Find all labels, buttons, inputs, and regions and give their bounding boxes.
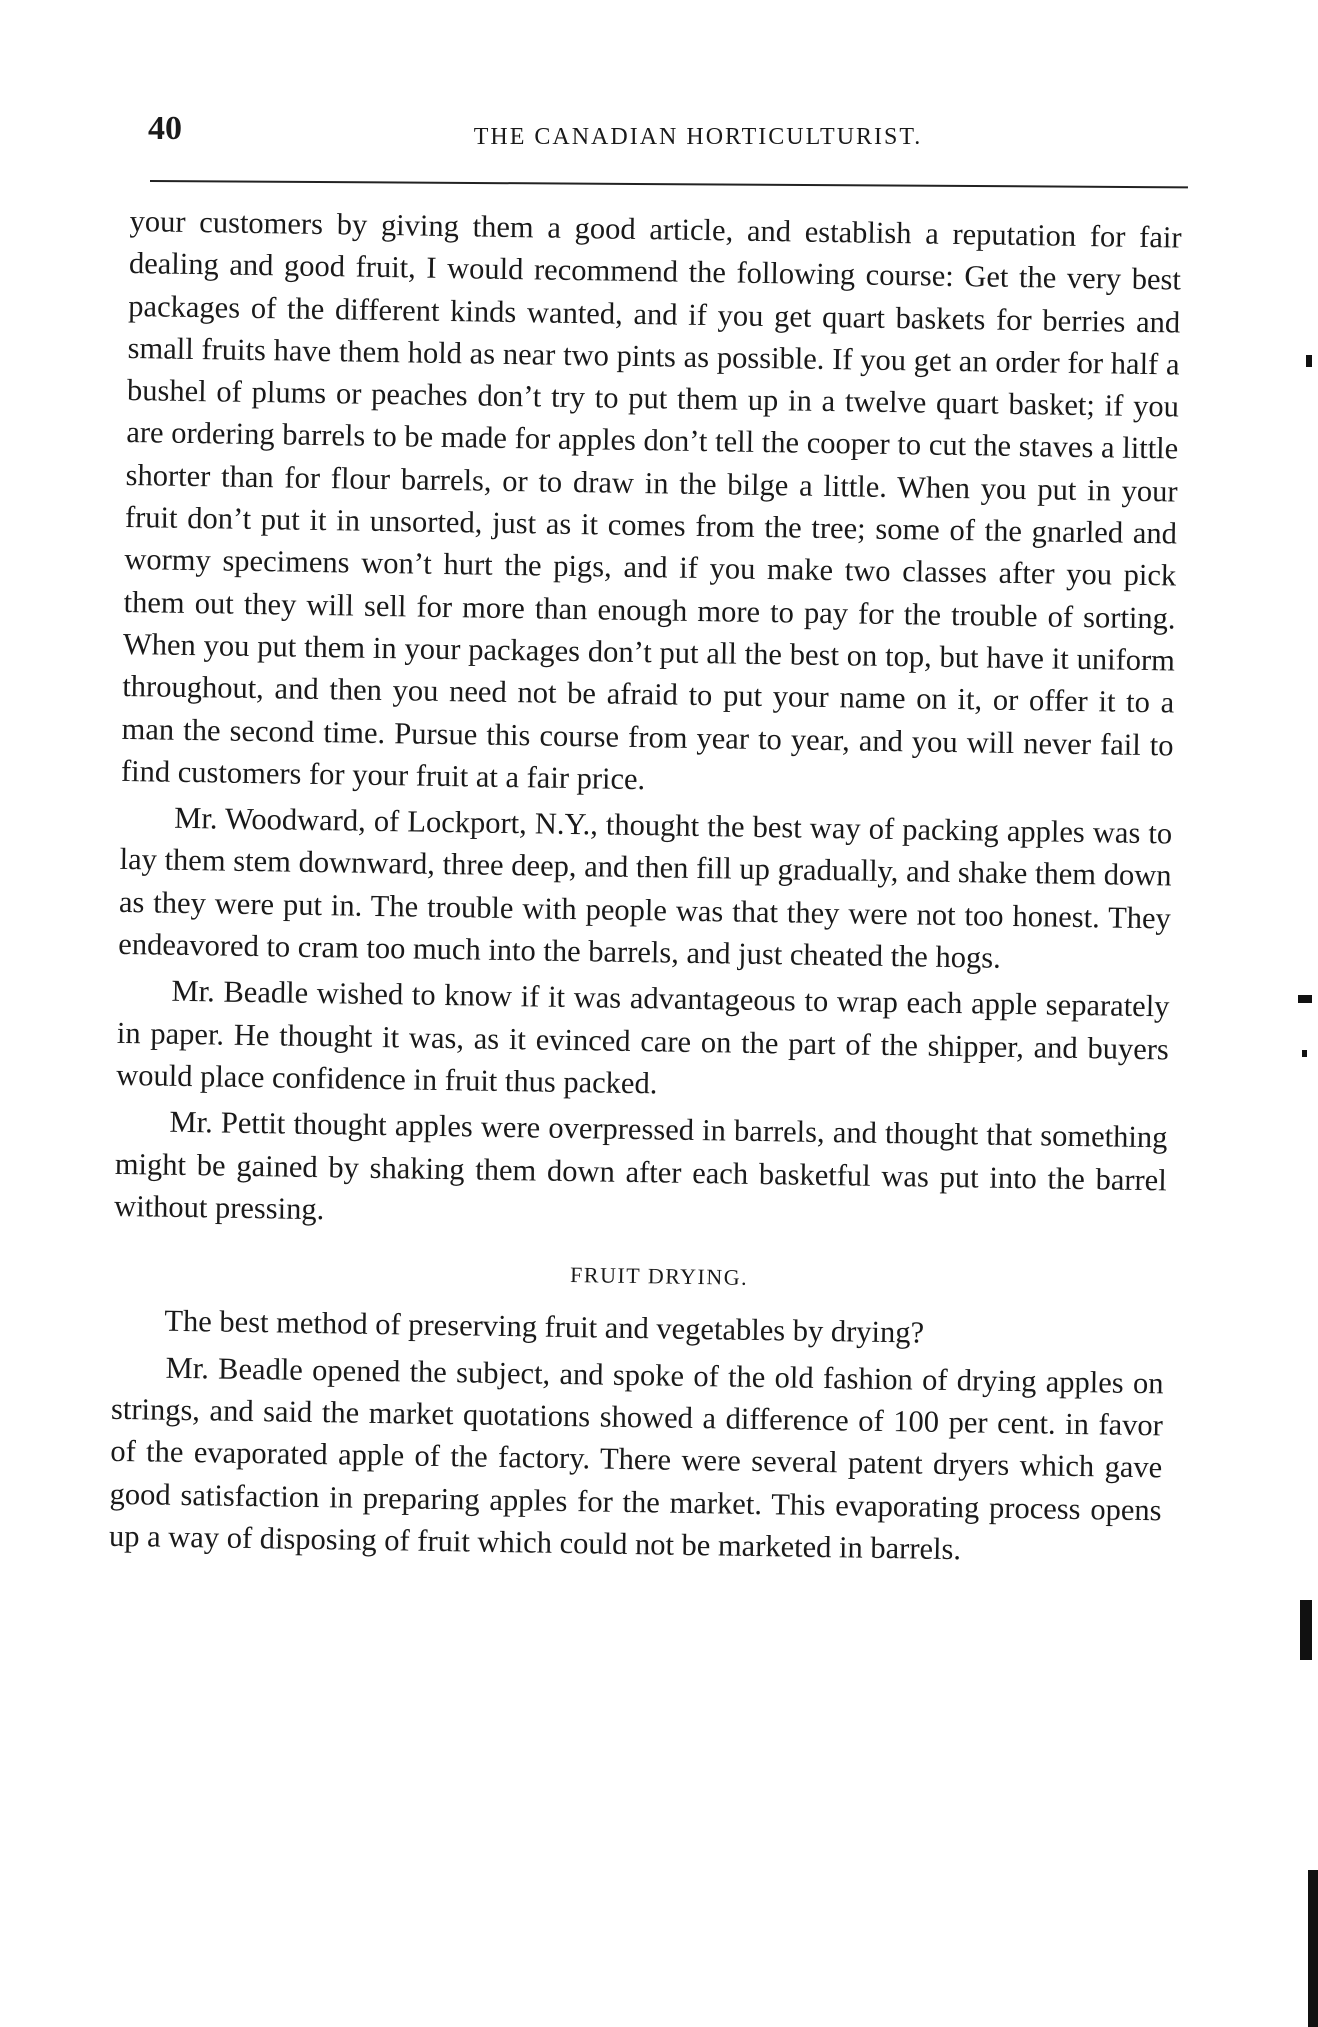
scan-speck xyxy=(1298,995,1312,1003)
paragraph-continued: your customers by giving them a good article, and establish a reputation for fair dealing and good fruit, I would recommend the following course: Get the very best packages of the different kinds wanted, and if you get quart baskets for berries and small fruits have them hold as near two pints as possible. If you get an order for half a bushel of plums or peaches don’t try to put them up in a twelve quart basket; if you are ordering barrels to be made for apples don’t tell the cooper to cut the staves a little shorter than for flour barrels, or to draw in the bilge a little. When you put in your fruit don’t put it in unsorted, just as it comes from the tree; some of the gnarled and wormy specimens won’t hurt the pigs, and if you make two classes after you pick them out they will sell for more than enough more to pay for the trouble of sorting. When you put them in your packages don’t put all the best on top, but have it uniform throughout, and then you need not be afraid to put your name on it, or offer it to a man the second time. Pursue this course from year to year, and you will never fail to find customers for your fruit at a fair price. xyxy=(120,203,1182,797)
scan-edge-mark xyxy=(1300,1600,1312,1660)
paragraph-pettit: Mr. Pettit thought apples were overpressed in barrels, and thought that something might be gained by shaking them down after each basketful was put into the barrel without pressing. xyxy=(113,1104,1168,1227)
paragraph-woodward: Mr. Woodward, of Lockport, N.Y., thought the best way of packing apples was to lay them stem downward, three deep, and then fill up gradually, and shake them down as they were put in. The trouble with people was that they were not too honest. They endeavored to cram too much into the barrels, and just cheated the hogs. xyxy=(118,800,1173,975)
section-heading: FRUIT DRYING. xyxy=(569,1262,749,1290)
running-title: THE CANADIAN HORTICULTURIST. xyxy=(473,124,923,150)
paragraph-beadle: Mr. Beadle wished to know if it was advantageous to wrap each apple separately in paper. He thought it was, as it evinced care on the part of the shipper, and buyers would place confidence in fruit thus packed. xyxy=(115,974,1170,1101)
header-rule xyxy=(150,180,1188,188)
scan-edge-mark xyxy=(1308,1870,1318,2027)
body-text xyxy=(109,200,1182,1574)
scan-speck xyxy=(1306,355,1312,367)
section-question: The best method of preserving fruit and vegetables by drying? xyxy=(164,1304,925,1351)
scan-speck xyxy=(1302,1050,1307,1057)
page-number: 40 xyxy=(148,110,182,147)
page-header xyxy=(148,110,1188,170)
paragraph-fruit-drying: Mr. Beadle opened the subject, and spoke of the old fashion of drying apples on strings, and said the market quotations showed a difference of 100 per cent. in favor of the evaporated apple of the factory. There were several patent dryers which gave good satisfaction in preparing apples for the market. This evaporating process opens up a way of disposing of fruit which could not be marketed in barrels. xyxy=(108,1350,1164,1567)
